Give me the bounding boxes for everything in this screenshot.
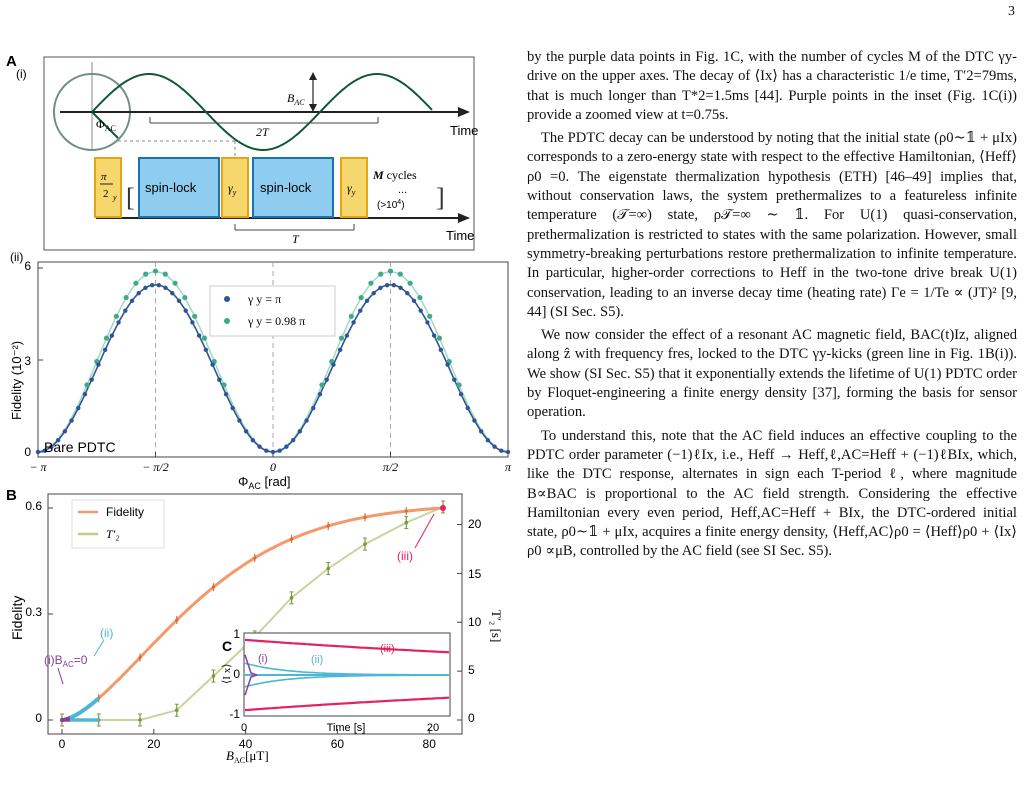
panel-a-i-label: (i) (16, 67, 27, 81)
a-series1-point (459, 392, 463, 396)
a-series2-point (202, 336, 207, 341)
svg-text:(i)BAC=0: $(i)B_{AC}=0$ (44, 653, 88, 669)
a-series2-point (378, 272, 383, 277)
svg-text:BAC: $B_{AC}$ (287, 91, 305, 107)
a-series2-point (133, 281, 138, 286)
b-ytick-0: 0 (35, 711, 42, 725)
a-series2-point (153, 268, 158, 273)
a-series1-point (163, 286, 167, 290)
svg-text:(i): (i) (258, 653, 268, 665)
a-series1-point (492, 444, 496, 448)
a-series1-point (217, 377, 221, 381)
a-series1-point (439, 348, 443, 352)
svg-text:(>104): $(>10^4)$ (377, 199, 405, 211)
panel-a-schematic (6, 53, 478, 250)
time-label-1: Time (450, 123, 479, 138)
b-legend-t2: T′₂ (106, 527, 120, 541)
a-series1-point (472, 418, 476, 422)
a-series1-point (110, 333, 114, 337)
a-series1-point (325, 377, 329, 381)
svg-text:ΦAC [rad]: $\Phi_{AC}$ [rad] (238, 474, 291, 491)
a-xtick-2: 0 (270, 460, 276, 474)
a-series1-point (432, 333, 436, 337)
a-series1-point (311, 406, 315, 410)
panel-a-fidelity-plot (9, 250, 512, 491)
svg-text:(ii): (ii) (311, 654, 324, 666)
panel-a-ii-label: (ii) (10, 250, 24, 264)
a-series1-point (184, 308, 188, 312)
b-t2-point (212, 674, 216, 678)
a-legend-1: γ y = π (248, 292, 282, 306)
b-t2-point (138, 718, 142, 722)
b-t2-point (363, 542, 367, 546)
b-xlabel: B (226, 748, 234, 763)
svg-text:1: 1 (233, 627, 240, 641)
panel-c-inset (221, 627, 453, 734)
a-series1-point (264, 448, 268, 452)
svg-text:spin-lock: spin-lock (145, 180, 197, 195)
a-xtick-0: − π (29, 460, 47, 474)
svg-text:-1: -1 (229, 707, 240, 721)
a-series2-point (407, 281, 412, 286)
a-series2-point (417, 295, 422, 300)
a-series2-point (221, 382, 226, 387)
panel-a-i-frame (44, 57, 474, 250)
a-series2-point (427, 314, 432, 319)
a-series1-point (419, 308, 423, 312)
a-series2-point (359, 295, 364, 300)
a-xtick-1: − π/2 (142, 460, 169, 474)
a-series1-point (36, 450, 40, 454)
b-y2tick-5: 5 (468, 663, 475, 677)
a-series1-point (405, 291, 409, 295)
svg-text:[: [ (126, 183, 135, 212)
b-ann-i: (i)B (44, 653, 63, 667)
b-xtick-1: 20 (147, 737, 161, 751)
a-series1-point (372, 291, 376, 295)
b-fidelity-point (212, 586, 215, 589)
a-series2-point (114, 314, 119, 319)
b-fidelity-point (138, 656, 141, 659)
a-series2-point (84, 382, 89, 387)
svg-text:]: ] (436, 183, 445, 212)
a-series1-point (392, 283, 396, 287)
a-series1-point (338, 348, 342, 352)
a-series2-point (339, 336, 344, 341)
panel-c-label: C (222, 638, 233, 654)
b-fidelity-point (253, 556, 256, 559)
a-series1-point (137, 291, 141, 295)
a-xtick-4: π (504, 460, 512, 474)
b-y2label: T′₂ [s] (489, 610, 504, 643)
svg-text:2: 2 (103, 188, 109, 200)
svg-text:BAC[μT]: $B_{AC}[\mu T]$ (226, 748, 269, 765)
a-series1-point (291, 438, 295, 442)
b-lowfield-t2-point (96, 718, 100, 722)
a-series1-point (251, 438, 255, 442)
a-series2-point (143, 272, 148, 277)
a-series2-point (368, 281, 373, 286)
a-series1-point (445, 362, 449, 366)
b-fidelity-point (290, 537, 293, 540)
a-series1-point (331, 362, 335, 366)
b-fidelity-point (363, 516, 366, 519)
a-series2-point (163, 272, 168, 277)
paragraph-3: We now consider the effect of a resonant AC magnetic field, BAC(t)Iz, aligned along ẑ with frequency fres, locked to the DTC γy-kicks (green line in Fig. 1B(i)). We show (SI Sec. S5) that it exponentially extends the lifetime of U(1) PDTC order by Floquet-engineering a finite energy density [37], forming the basis for sensor operation. (527, 327, 1017, 421)
svg-text:γy: $\gamma_y$ (228, 181, 237, 197)
a-series1-point (425, 320, 429, 324)
svg-text:(iii): (iii) (380, 643, 395, 655)
a-series1-point (298, 429, 302, 433)
b-fidelity-point (175, 618, 178, 621)
a-series2-point (437, 336, 442, 341)
a-series1-point (83, 392, 87, 396)
c-ylabel: ⟨I x⟩ (221, 663, 233, 684)
svg-text:...: ... (398, 184, 408, 196)
b-fidelity-point (327, 524, 330, 527)
paragraph-2: The PDTC decay can be understood by noting that the initial state (ρ0∼𝟙 + μIx) corresponds to a zero-energy state with respect to the effective Hamiltonian, ⟨Heff⟩ρ0 =0. The eigenstate thermalization hypothesis (ETH) [46–49] implies that, without conservation laws, the system prethermalizes to a featureless infinite temperature (𝒯=∞) state, ρ𝒯=∞ ∼ 𝟙. For U(1) quasi-conservation, prethermalization is restricted to states with the same polarization. However, small symmetry-breaking perturbations restore prethermalization to infinite temperature. In particular, higher-order corrections to Heff in the two-tone drive break U(1) conservation, leading to an inverse decay time (heating rate) Γe = 1/Te ∝ (JT)² [9, 44] (SI Sec. S5). (527, 130, 1017, 320)
a-series1-point (177, 299, 181, 303)
a-series1-point (150, 283, 154, 287)
svg-text:0: 0 (240, 722, 248, 734)
a-series1-point (499, 448, 503, 452)
a-series1-point (157, 283, 161, 287)
a-series1-point (96, 362, 100, 366)
a-series1-point (76, 406, 80, 410)
svg-text:Time [s]: Time [s] (326, 722, 366, 734)
svg-text:spin-lock: spin-lock (260, 180, 312, 195)
a-series1-point (116, 320, 120, 324)
two-t-label: 2T (256, 125, 269, 139)
panel-b-label: B (6, 487, 17, 504)
a-ylabel: Fidelity (10⁻²) (9, 340, 24, 420)
b-y2tick-15: 15 (468, 567, 482, 581)
figure-1 (0, 0, 510, 790)
a-series1-point (237, 418, 241, 422)
a-series1-point (318, 392, 322, 396)
svg-text:π: π (101, 171, 107, 183)
a-series1-point (69, 418, 73, 422)
b-ann-ii: (ii) (100, 626, 114, 640)
b-xtick-3: 60 (330, 737, 345, 751)
b-ytick-03: 0.3 (25, 605, 42, 619)
a-series2-point (192, 314, 197, 319)
a-series1-point (90, 377, 94, 381)
a-series1-point (358, 308, 362, 312)
a-series1-point (398, 286, 402, 290)
panel-a-label: A (6, 53, 17, 70)
b-xtick-4: 80 (422, 737, 436, 751)
svg-text:0: 0 (233, 667, 240, 681)
a-series1-point (170, 291, 174, 295)
a-series1-point (466, 406, 470, 410)
a-series1-point (506, 450, 510, 454)
t-label: T (292, 232, 299, 246)
b-fidelity-point (405, 510, 408, 513)
b-xtick-2: 40 (238, 737, 253, 751)
svg-text:20: 20 (426, 722, 440, 734)
b-t2-point (404, 521, 408, 525)
a-ytick-3: 3 (24, 354, 31, 368)
a-series2-point (104, 336, 109, 341)
b-ytick-06: 0.6 (25, 499, 42, 513)
a-series1-point (385, 283, 389, 287)
a-series2-point (124, 295, 129, 300)
b-y2tick-20: 20 (468, 517, 482, 531)
time-label-2: Time (446, 228, 475, 243)
a-series2-point (456, 382, 461, 387)
a-series1-point (103, 348, 107, 352)
a-series2-point (398, 272, 403, 277)
a-series1-point (210, 362, 214, 366)
b-t2-point (326, 567, 330, 571)
a-series1-point (378, 286, 382, 290)
b-lowfield-point (95, 697, 99, 701)
a-legend-2: γ y = 0.98 π (248, 314, 306, 328)
a-series2-point (182, 295, 187, 300)
b-y2tick-0: 0 (468, 711, 475, 725)
b-t2-point (175, 708, 179, 712)
bare-pdtc-label: Bare PDTC (44, 439, 116, 455)
a-series2-point (319, 382, 324, 387)
a-series1-point (271, 450, 275, 454)
bac-label: B (287, 91, 295, 105)
svg-text:γy: $\gamma_y$ (347, 181, 356, 197)
a-series1-point (351, 320, 355, 324)
a-ytick-0: 0 (24, 445, 31, 459)
a-series1-point (257, 444, 261, 448)
a-series1-point (63, 429, 67, 433)
paragraph-1: by the purple data points in Fig. 1C, with the number of cycles M of the DTC γy-drive on the upper axes. The decay of ⟨Ix⟩ has a characteristic 1/e time, T′2=79ms, that is much longer than T*2=1.5ms [44]. Purple points in the inset (Fig. 1C(i)) provide a zoomed view at t=0.75s. (527, 49, 1017, 123)
a-series2-point (172, 281, 177, 286)
a-series1-point (345, 333, 349, 337)
b-marker-iii (440, 505, 446, 511)
a-series1-point (452, 377, 456, 381)
paragraph-4: To understand this, note that the AC field induces an effective coupling to the PDTC order parameter (−1)ℓIx, i.e., Heff → Heff,ℓ,AC=Heff + (−1)ℓBIx, which, like the DTC response, alternates in sign each T-period ℓ, where magnitude B∝BAC is proportional to the AC field strength. Considering the effective Hamiltonian every even period, Heff,AC=Heff + BIx, the DTC-ordered initial state, ρ0∼𝟙 + μIx, acquires a finite energy density, ⟨Heff,AC⟩ρ0 = ⟨Heff⟩ρ0 + ⟨Ix⟩ρ0 ∝μB, controlled by the AC field (see SI Sec. S5). (527, 427, 1017, 560)
a-series1-point (197, 333, 201, 337)
a-series1-point (123, 308, 127, 312)
b-ylabel: Fidelity (9, 595, 25, 640)
body-text-column (527, 48, 1017, 562)
a-series1-point (231, 406, 235, 410)
a-series2-point (388, 268, 393, 273)
svg-text:y: y (113, 193, 117, 202)
a-series1-point (204, 348, 208, 352)
b-ann-iii: (iii) (397, 549, 413, 563)
page-number: 3 (1008, 4, 1015, 19)
b-legend-fidelity: Fidelity (106, 505, 145, 519)
a-series1-point (486, 438, 490, 442)
a-xtick-3: π/2 (382, 460, 399, 474)
a-series2-point (349, 314, 354, 319)
a-series1-point (304, 418, 308, 422)
a-series1-point (190, 320, 194, 324)
svg-text:M cycles: M cycles (373, 168, 417, 182)
a-series1-point (224, 392, 228, 396)
b-t2-point (290, 596, 294, 600)
a-series1-point (412, 299, 416, 303)
phi-label: Φ (96, 117, 105, 131)
svg-text:ΦAC: $\Phi_{AC}$ (96, 117, 116, 133)
a-series1-point (130, 299, 134, 303)
a-series1-point (278, 448, 282, 452)
a-ytick-6: 6 (24, 259, 31, 273)
a-series1-point (365, 299, 369, 303)
b-y2tick-10: 10 (468, 615, 482, 629)
a-series1-point (479, 429, 483, 433)
a-series1-point (244, 429, 248, 433)
a-xlabel: Φ (238, 474, 249, 489)
a-series1-point (143, 286, 147, 290)
a-series1-point (284, 444, 288, 448)
b-xtick-0: 0 (58, 737, 66, 751)
